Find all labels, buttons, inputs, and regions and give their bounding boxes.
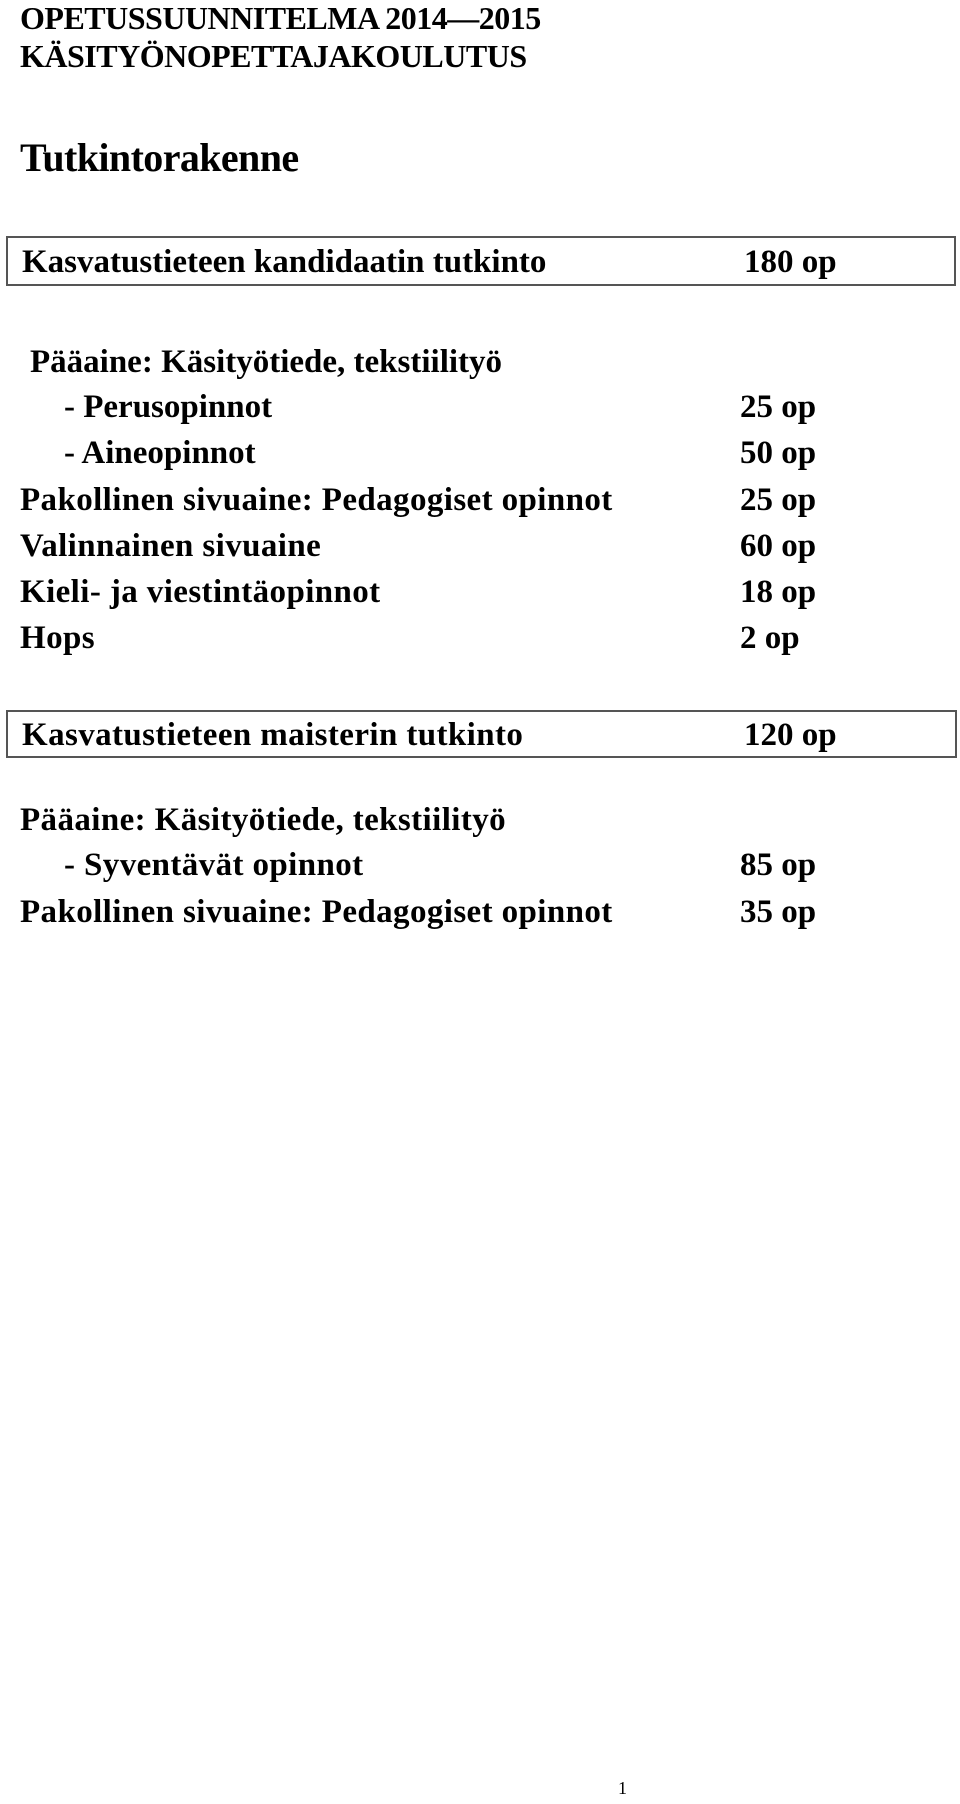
course-row-credits: 85 op bbox=[740, 847, 817, 883]
bachelor-degree-credits: 180 op bbox=[744, 244, 837, 280]
section-heading: Tutkintorakenne bbox=[20, 135, 299, 180]
page-number: 1 bbox=[618, 1778, 627, 1798]
course-row-label: Hops bbox=[20, 620, 95, 656]
course-row-credits: 25 op bbox=[740, 389, 817, 425]
master-degree-credits: 120 op bbox=[744, 717, 837, 753]
course-row-label: Pakollinen sivuaine: Pedagogiset opinnot bbox=[20, 482, 613, 518]
document-title-line2: KÄSITYÖNOPETTAJAKOULUTUS bbox=[20, 38, 527, 74]
major-subject-line: Pääaine: Käsityötiede, tekstiilityö bbox=[20, 802, 507, 838]
course-row-credits: 35 op bbox=[740, 894, 817, 930]
course-row-label: - Perusopinnot bbox=[64, 389, 273, 425]
document-title-line1: OPETUSSUUNNITELMA 2014—2015 bbox=[20, 0, 541, 36]
course-row-credits: 50 op bbox=[740, 435, 817, 471]
master-degree-label: Kasvatustieteen maisterin tutkinto bbox=[22, 717, 524, 753]
major-subject-line: Pääaine: Käsityötiede, tekstiilityö bbox=[30, 344, 503, 380]
course-row-credits: 2 op bbox=[740, 620, 800, 656]
course-row-label: Valinnainen sivuaine bbox=[20, 528, 322, 564]
bachelor-degree-label: Kasvatustieteen kandidaatin tutkinto bbox=[22, 244, 547, 280]
course-row-label: - Aineopinnot bbox=[64, 435, 256, 471]
course-row-label: - Syventävät opinnot bbox=[64, 847, 364, 883]
master-degree-box bbox=[6, 710, 957, 758]
bachelor-degree-box bbox=[6, 236, 956, 286]
course-row-label: Kieli- ja viestintäopinnot bbox=[20, 574, 381, 610]
course-row-label: Pakollinen sivuaine: Pedagogiset opinnot bbox=[20, 894, 613, 930]
course-row-credits: 60 op bbox=[740, 528, 817, 564]
course-row-credits: 25 op bbox=[740, 482, 817, 518]
course-row-credits: 18 op bbox=[740, 574, 817, 610]
